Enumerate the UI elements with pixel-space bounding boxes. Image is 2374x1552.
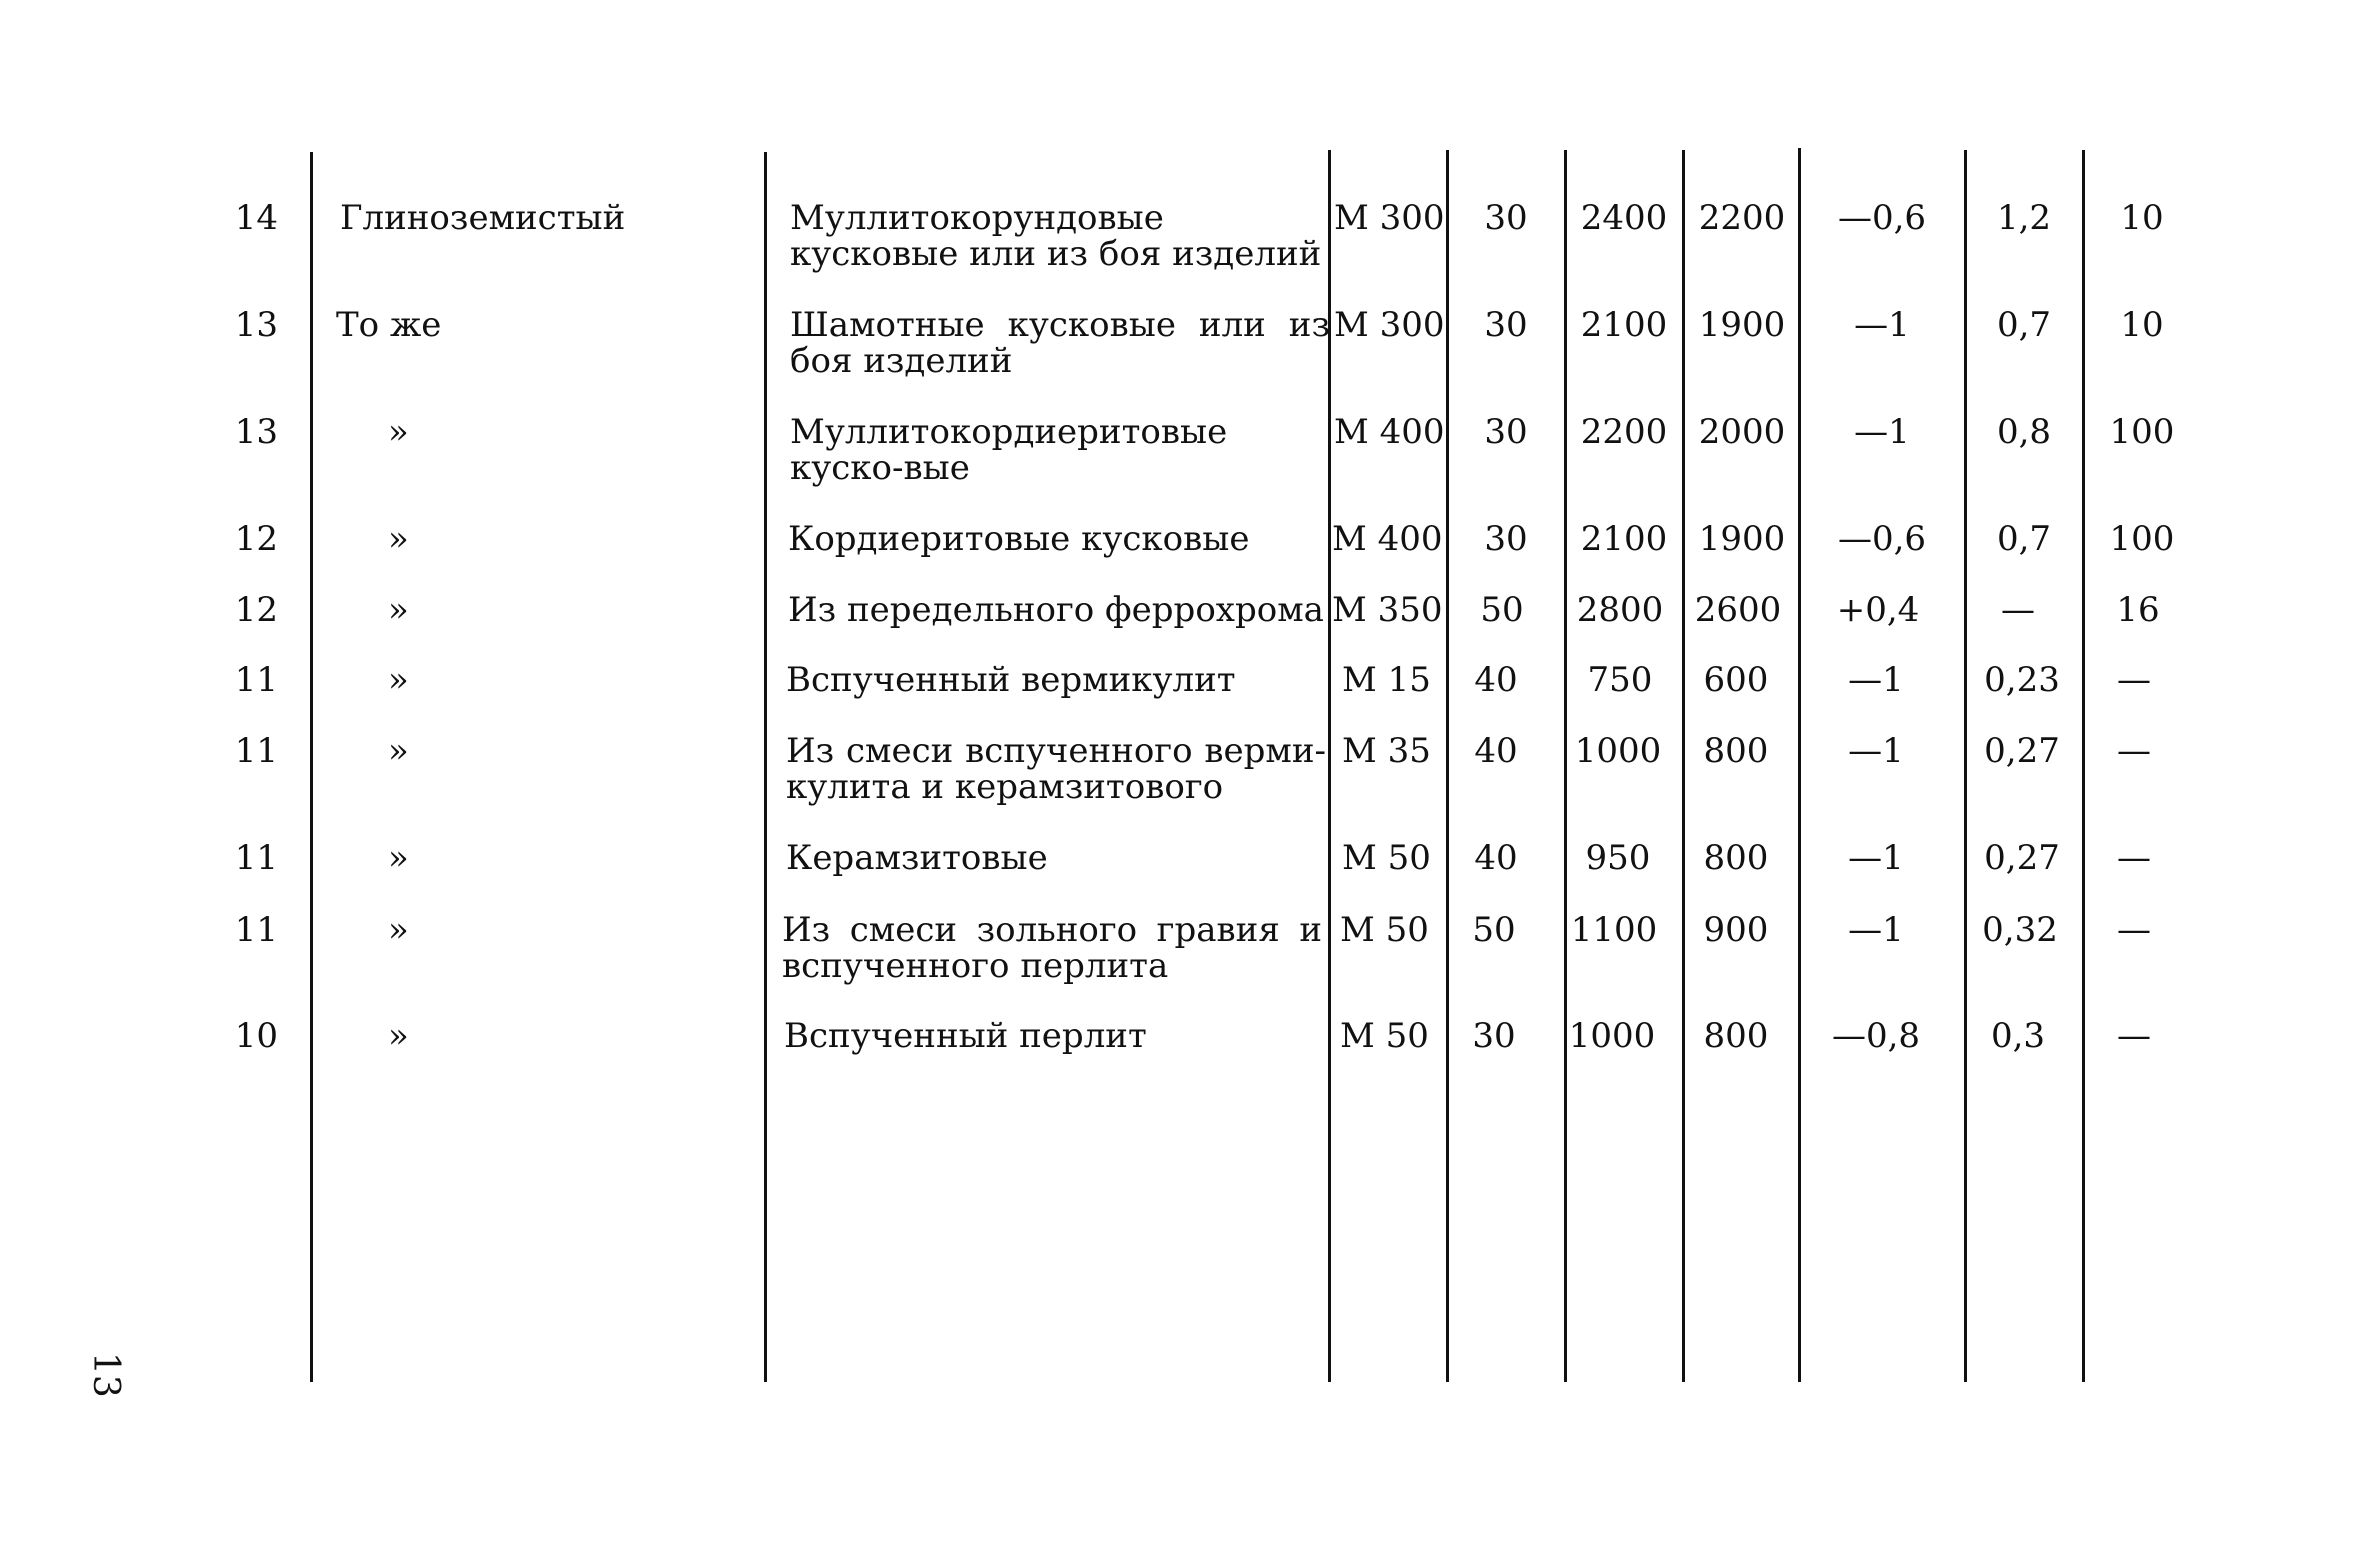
grade: М 50 (1340, 1016, 1429, 1056)
col-9-value: 0,27 (1984, 838, 2060, 878)
material-type: » (388, 910, 409, 950)
col-6-value: 2100 (1580, 519, 1668, 559)
grade: М 400 (1332, 519, 1443, 559)
col-5-value: 50 (1480, 590, 1524, 630)
material-type: » (388, 660, 409, 700)
col-8-value: +0,4 (1836, 590, 1920, 630)
col-7-value: 2000 (1698, 412, 1786, 452)
col-9-value: 0,8 (1996, 412, 2052, 452)
grade: М 15 (1342, 660, 1431, 700)
col-7-value: 1900 (1698, 519, 1786, 559)
col-7-value: 2600 (1694, 590, 1782, 630)
col-8-value: —1 (1848, 838, 1904, 878)
col-10-value: 16 (2116, 590, 2160, 630)
col-6-value: 2400 (1580, 198, 1668, 238)
row-number: 12 (234, 519, 278, 559)
material-type: Глиноземистый (340, 198, 626, 238)
material-description: Муллитокордиеритовые куско-вые (790, 412, 1228, 488)
col-5-value: 40 (1474, 731, 1518, 771)
col-10-value: 100 (2109, 412, 2175, 452)
grade: М 50 (1340, 910, 1429, 950)
material-type: » (388, 412, 409, 452)
material-description: Из смеси вспученного верми-кулита и керамзитового (786, 731, 1326, 807)
material-description: Кордиеритовые кусковые (788, 519, 1250, 559)
col-8-value: —1 (1854, 305, 1910, 345)
material-type: » (388, 519, 409, 559)
col-5-value: 30 (1484, 305, 1528, 345)
row-number: 12 (234, 590, 278, 630)
material-type: » (388, 1016, 409, 1056)
grade: М 35 (1342, 731, 1431, 771)
page-number: 13 (85, 1352, 126, 1398)
row-number: 14 (234, 198, 278, 238)
col-10-value: — (2117, 731, 2151, 771)
col-10-value: — (2117, 1016, 2151, 1056)
column-rule-1 (310, 152, 313, 1382)
col-10-value: — (2117, 838, 2151, 878)
row-number: 13 (234, 412, 278, 452)
column-rule-2 (764, 152, 767, 1382)
col-9-value: 0,32 (1982, 910, 2058, 950)
col-8-value: —1 (1848, 660, 1904, 700)
col-6-value: 2800 (1576, 590, 1664, 630)
col-10-value: — (2117, 660, 2151, 700)
col-6-value: 1100 (1570, 910, 1658, 950)
row-number: 10 (234, 1016, 278, 1056)
material-type: » (388, 731, 409, 771)
col-10-value: 10 (2120, 305, 2164, 345)
col-7-value: 2200 (1698, 198, 1786, 238)
col-5-value: 30 (1484, 519, 1528, 559)
row-number: 11 (234, 910, 278, 950)
row-number: 11 (234, 838, 278, 878)
material-type: » (388, 838, 409, 878)
col-7-value: 800 (1703, 731, 1769, 771)
col-8-value: —1 (1854, 412, 1910, 452)
grade: М 50 (1342, 838, 1431, 878)
material-type: То же (336, 305, 442, 345)
col-9-value: 0,7 (1996, 519, 2052, 559)
material-description: Из смеси зольного гравия и вспученного перлита (782, 910, 1322, 986)
col-5-value: 40 (1474, 660, 1518, 700)
grade: М 300 (1334, 198, 1445, 238)
col-9-value: 0,23 (1984, 660, 2060, 700)
grade: М 300 (1334, 305, 1445, 345)
col-7-value: 600 (1703, 660, 1769, 700)
row-number: 11 (234, 660, 278, 700)
material-description: Керамзитовые (786, 838, 1048, 878)
col-5-value: 30 (1472, 1016, 1516, 1056)
col-8-value: —0,8 (1831, 1016, 1921, 1056)
col-10-value: 10 (2120, 198, 2164, 238)
col-7-value: 1900 (1698, 305, 1786, 345)
col-7-value: 800 (1703, 1016, 1769, 1056)
col-8-value: —1 (1848, 731, 1904, 771)
col-9-value: 0,27 (1984, 731, 2060, 771)
col-6-value: 1000 (1574, 731, 1662, 771)
row-number: 13 (234, 305, 278, 345)
col-7-value: 800 (1703, 838, 1769, 878)
col-9-value: — (2001, 590, 2035, 630)
material-description: Из передельного феррохрома (788, 590, 1324, 630)
col-6-value: 2100 (1580, 305, 1668, 345)
material-type: » (388, 590, 409, 630)
material-description: Вспученный вермикулит (786, 660, 1236, 700)
col-6-value: 2200 (1580, 412, 1668, 452)
col-10-value: 100 (2109, 519, 2175, 559)
col-6-value: 750 (1587, 660, 1653, 700)
col-5-value: 50 (1472, 910, 1516, 950)
material-description: Муллитокорундовые кусковые или из боя изделий (790, 198, 1322, 274)
col-10-value: — (2117, 910, 2151, 950)
col-9-value: 0,3 (1990, 1016, 2046, 1056)
col-5-value: 30 (1484, 198, 1528, 238)
col-6-value: 1000 (1568, 1016, 1656, 1056)
col-9-value: 0,7 (1996, 305, 2052, 345)
col-5-value: 40 (1474, 838, 1518, 878)
col-8-value: —0,6 (1837, 519, 1927, 559)
col-5-value: 30 (1484, 412, 1528, 452)
grade: М 350 (1332, 590, 1443, 630)
col-7-value: 900 (1703, 910, 1769, 950)
col-6-value: 950 (1585, 838, 1651, 878)
material-description: Вспученный перлит (784, 1016, 1147, 1056)
material-description: Шамотные кусковые или из боя изделий (790, 305, 1330, 381)
grade: М 400 (1334, 412, 1445, 452)
col-8-value: —0,6 (1837, 198, 1927, 238)
col-9-value: 1,2 (1996, 198, 2052, 238)
col-8-value: —1 (1848, 910, 1904, 950)
row-number: 11 (234, 731, 278, 771)
